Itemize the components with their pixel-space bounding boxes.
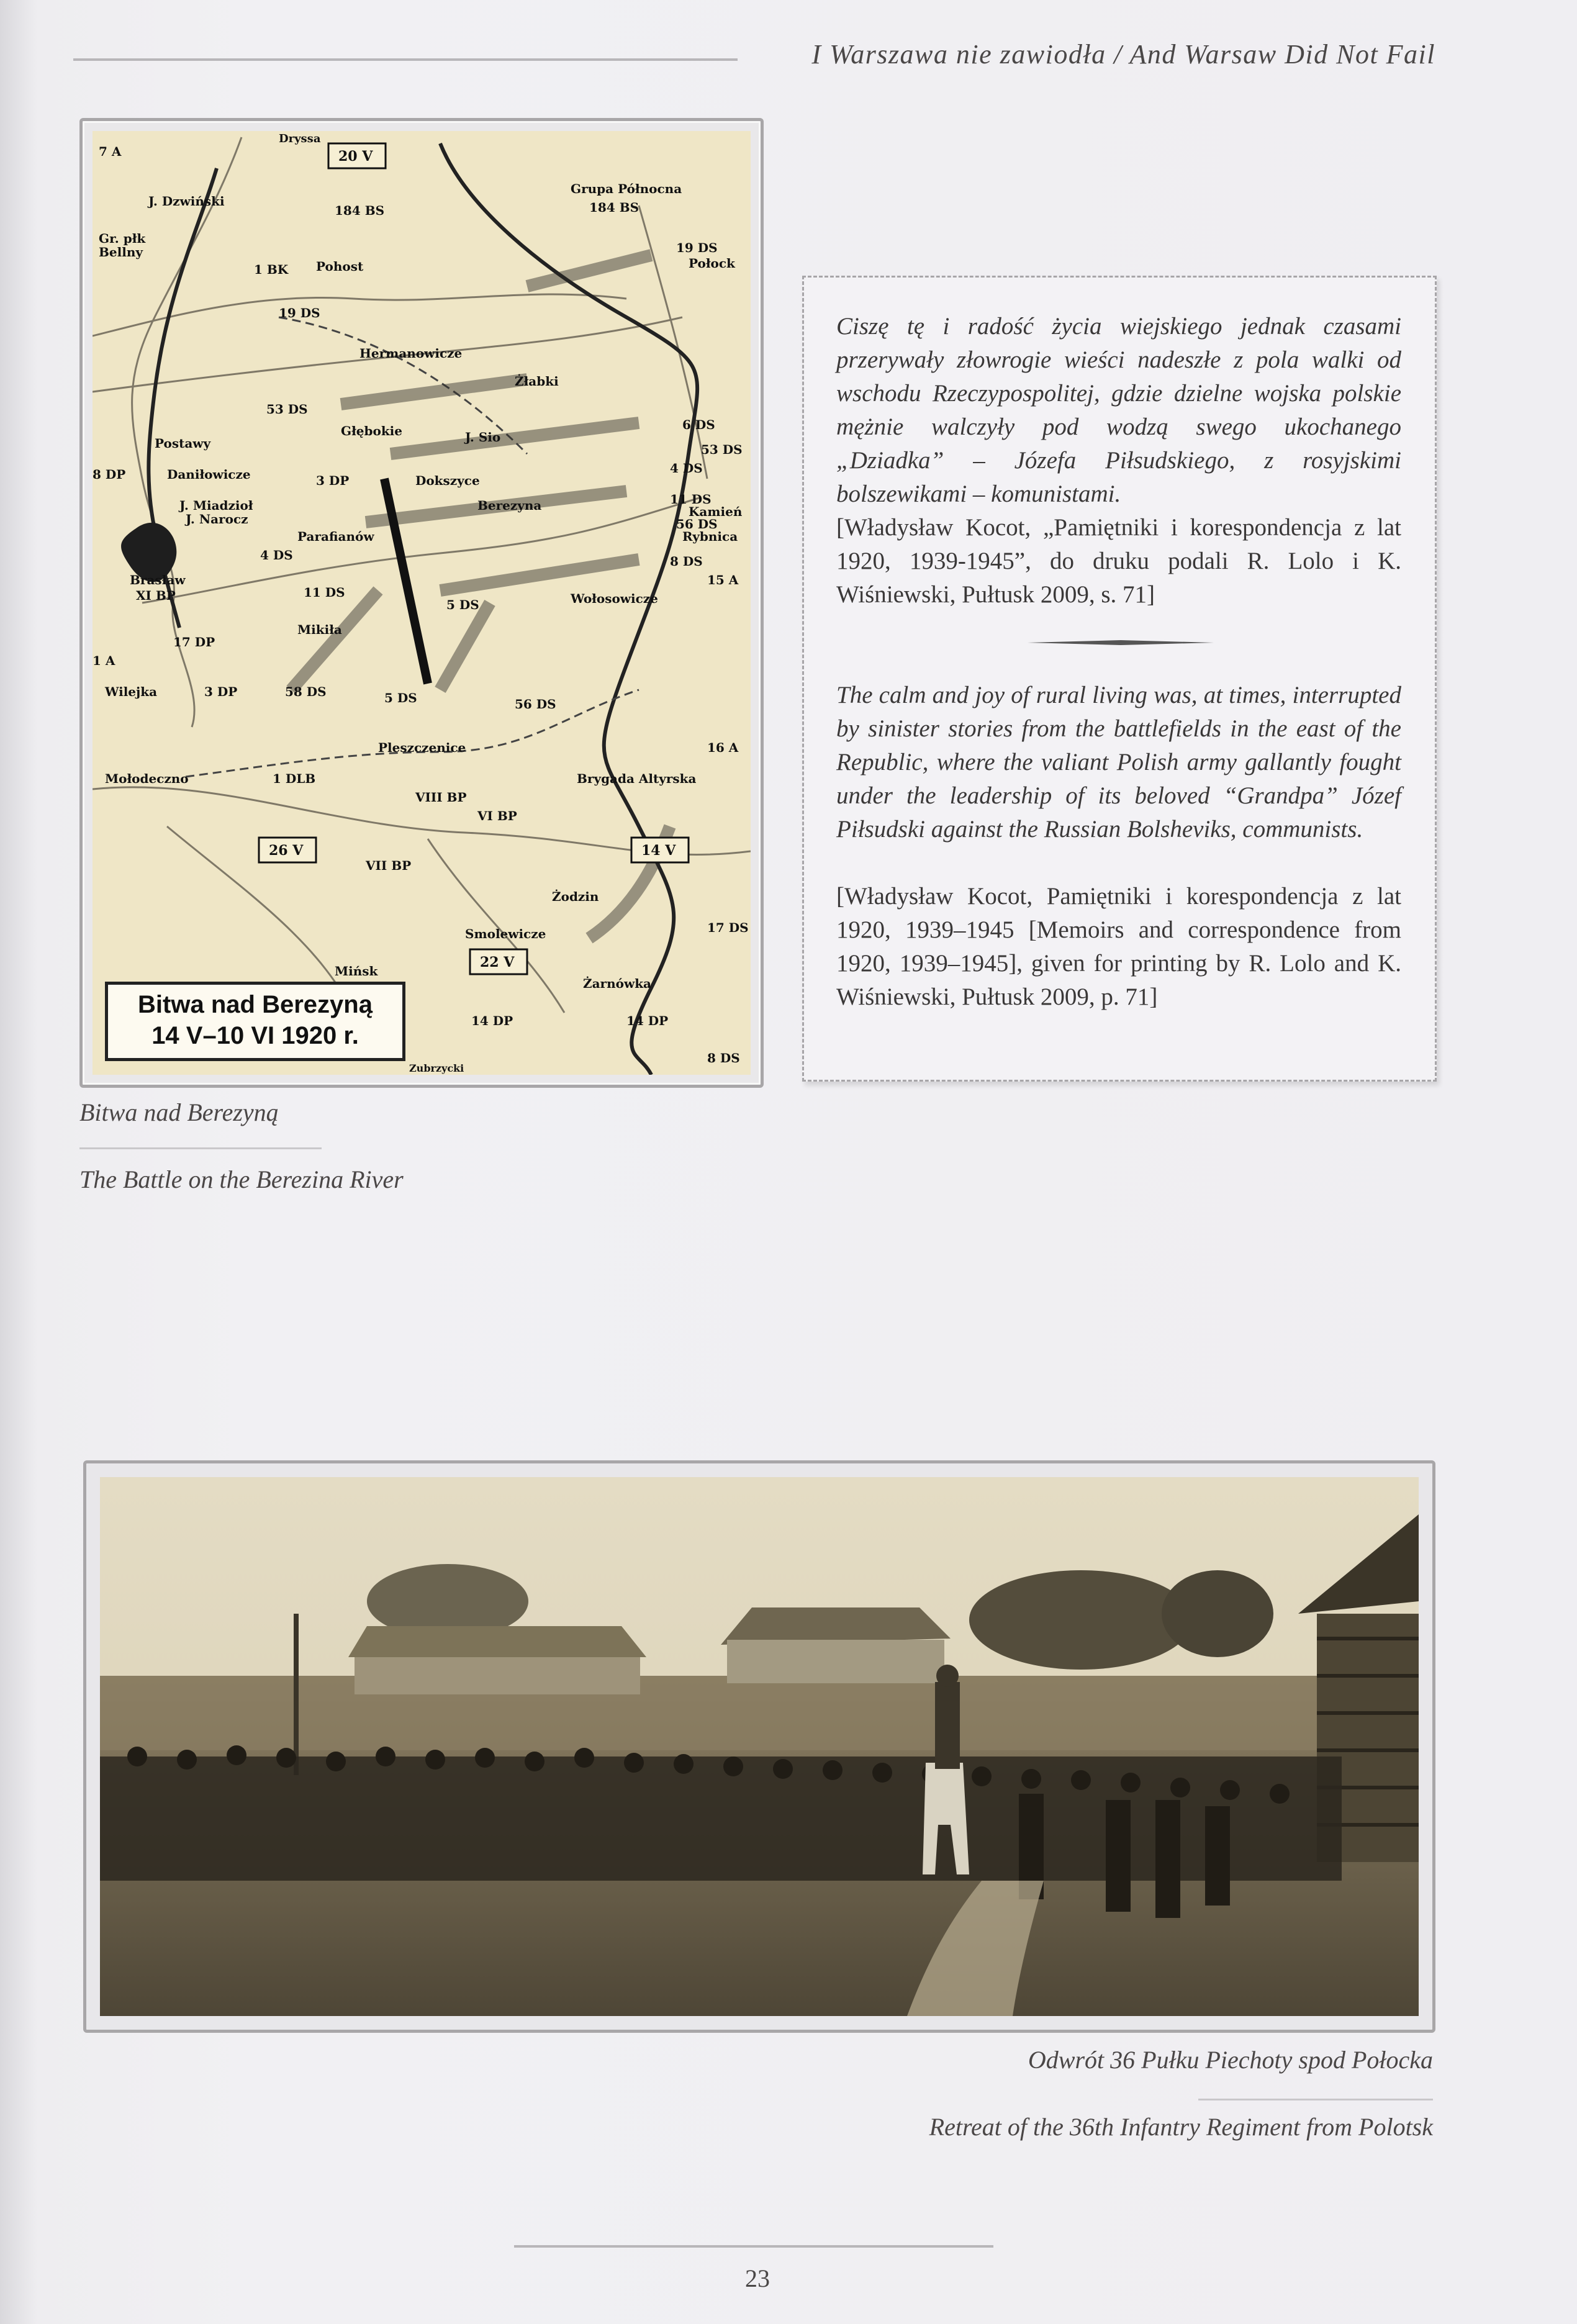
map-caption-polish: Bitwa nad Berezyną [79, 1098, 279, 1126]
svg-text:J. Narocz: J. Narocz [186, 512, 248, 527]
svg-text:Żodzin: Żodzin [552, 889, 599, 904]
svg-text:J. Dzwiński: J. Dzwiński [148, 194, 225, 209]
svg-text:14 V: 14 V [641, 843, 676, 859]
svg-text:VIII BP: VIII BP [415, 790, 467, 805]
svg-text:7 A: 7 A [99, 144, 122, 159]
svg-text:6 DS: 6 DS [682, 417, 715, 432]
photo-caption-rule [1198, 2099, 1433, 2100]
svg-text:20 V: 20 V [338, 148, 373, 165]
svg-text:Wilejka: Wilejka [105, 684, 158, 699]
svg-text:Wołosowicze: Wołosowicze [571, 591, 658, 606]
header-rule [73, 58, 738, 61]
svg-text:53 DS: 53 DS [701, 442, 743, 457]
svg-text:Mikiła: Mikiła [297, 622, 342, 637]
svg-text:19 DS: 19 DS [676, 240, 718, 255]
svg-text:Daniłowicze: Daniłowicze [167, 467, 251, 482]
svg-text:56 DS: 56 DS [515, 697, 556, 712]
svg-text:XI BP: XI BP [136, 588, 176, 603]
svg-text:Brygada Altyrska: Brygada Altyrska [577, 771, 697, 786]
svg-text:Żłabki: Żłabki [515, 374, 559, 389]
svg-text:16 A: 16 A [707, 740, 739, 755]
quote-box [802, 276, 1437, 1082]
svg-text:Parafianów: Parafianów [297, 529, 374, 544]
divider-ornament [1028, 640, 1214, 646]
svg-text:Pleszczenice: Pleszczenice [378, 740, 466, 755]
svg-text:17 DS: 17 DS [707, 920, 749, 935]
svg-text:184 BS: 184 BS [589, 200, 639, 215]
svg-text:Bellny: Bellny [99, 245, 143, 260]
svg-text:19 DS: 19 DS [279, 305, 320, 320]
svg-text:Kamień: Kamień [689, 504, 743, 519]
svg-text:8 DS: 8 DS [670, 554, 703, 569]
svg-text:58 DS: 58 DS [285, 684, 327, 699]
svg-text:14 DP: 14 DP [471, 1013, 513, 1028]
map-caption-english: The Battle on the Berezina River [79, 1165, 404, 1193]
quote-english-text: The calm and joy of rural living was, at times, interrupted by sinister stories from the battlefields in the east of the Republic, where the valiant Polish army gallantly fought under the leadership of its beloved “Grandpa” Józef Piłsudski against the Russian Bolsheviks, communists. [836, 682, 1401, 843]
map-title-box [105, 982, 405, 1061]
svg-text:Rybnica: Rybnica [682, 529, 738, 544]
svg-text:Głębokie: Głębokie [341, 423, 403, 438]
svg-text:4 DS: 4 DS [670, 461, 703, 476]
svg-text:3 DP: 3 DP [316, 473, 350, 488]
svg-text:Grupa Północna: Grupa Północna [571, 181, 682, 196]
regiment-retreat-photo [100, 1477, 1419, 2016]
svg-text:Postawy: Postawy [155, 436, 211, 451]
svg-text:Gr. płk: Gr. płk [99, 231, 146, 246]
svg-text:VII BP: VII BP [366, 858, 412, 873]
svg-text:Dryssa: Dryssa [279, 132, 321, 145]
svg-text:11 DS: 11 DS [670, 492, 712, 507]
page-number: 23 [745, 2264, 770, 2292]
running-head: I Warszawa nie zawiodła / And Warsaw Did Not Fail [811, 39, 1435, 70]
svg-text:Hermanowicze: Hermanowicze [359, 346, 463, 361]
photo-caption-english: Retreat of the 36th Infantry Regiment from Polotsk [929, 2113, 1433, 2141]
svg-text:1 A: 1 A [93, 653, 115, 668]
svg-text:4 DS: 4 DS [260, 548, 293, 563]
svg-text:17 DP: 17 DP [173, 635, 215, 649]
svg-text:Zubrzycki: Zubrzycki [409, 1062, 464, 1074]
svg-text:11 DS: 11 DS [304, 585, 345, 600]
svg-text:22 V: 22 V [480, 954, 515, 970]
svg-text:Pohost: Pohost [316, 259, 364, 274]
svg-text:15 A: 15 A [707, 572, 739, 587]
quote-polish-text: Ciszę tę i radość życia wiejskiego jednak czasami przerywały złowrogie wieści nadeszłe z pola walki od wschodu Rzeczypospolitej, gdzie dzielne wojska polskie mężnie walczyły pod wodzą swego ukochanego „Dziadka” – Józefa Piłsudskiego, z rosyjskimi bolszewikami – komunistami. [836, 313, 1401, 507]
map-date-range: 14 V–10 VI 1920 r. [151, 1022, 359, 1049]
svg-text:Smolewicze: Smolewicze [465, 926, 546, 941]
map-title: Bitwa nad Berezyną [138, 991, 373, 1018]
svg-text:56 DS: 56 DS [676, 517, 718, 531]
svg-text:Mińsk: Mińsk [335, 964, 378, 979]
svg-text:5 DS: 5 DS [446, 597, 479, 612]
svg-text:14 DP: 14 DP [626, 1013, 669, 1028]
svg-text:Żarnówka: Żarnówka [583, 976, 652, 991]
svg-text:184 BS: 184 BS [335, 203, 385, 218]
svg-text:5 DS: 5 DS [384, 690, 417, 705]
svg-text:Berezyna: Berezyna [477, 498, 542, 513]
svg-text:1 BK: 1 BK [254, 262, 289, 277]
svg-text:J. Miadzioł: J. Miadzioł [179, 498, 253, 513]
svg-text:Połock: Połock [689, 256, 735, 271]
map-figure [79, 118, 764, 1088]
footer-rule [514, 2245, 993, 2248]
photo-figure [83, 1460, 1435, 2033]
svg-text:8 DP: 8 DP [93, 467, 126, 482]
svg-text:VI BP: VI BP [477, 808, 517, 823]
svg-text:Dokszyce: Dokszyce [415, 473, 480, 488]
svg-text:J. Sio: J. Sio [465, 430, 501, 445]
svg-text:Brasław: Brasław [130, 572, 186, 587]
svg-text:1 DLB: 1 DLB [273, 771, 316, 786]
map-caption-rule [79, 1147, 322, 1149]
quote-english-source: [Władysław Kocot, Pamiętniki i korespondencja z lat 1920, 1939–1945 [Memoirs and correspondence from 1920, 1939–1945], given for printing by R. Lolo and K. Wiśniewski, Pułtusk 2009, p. 71] [836, 883, 1401, 1010]
photo-caption-polish: Odwrót 36 Pułku Piechoty spod Połocka [1028, 2046, 1433, 2074]
svg-text:53 DS: 53 DS [266, 402, 308, 417]
svg-text:Mołodeczno: Mołodeczno [105, 771, 189, 786]
svg-text:26 V: 26 V [269, 843, 304, 859]
svg-text:3 DP: 3 DP [204, 684, 238, 699]
svg-text:8 DS: 8 DS [707, 1051, 740, 1065]
quote-polish-source: [Władysław Kocot, „Pamiętniki i korespondencja z lat 1920, 1939-1945”, do druku podali R. Lolo i K. Wiśniewski, Pułtusk 2009, s. 71] [836, 514, 1401, 608]
battle-map-image [93, 131, 751, 1075]
